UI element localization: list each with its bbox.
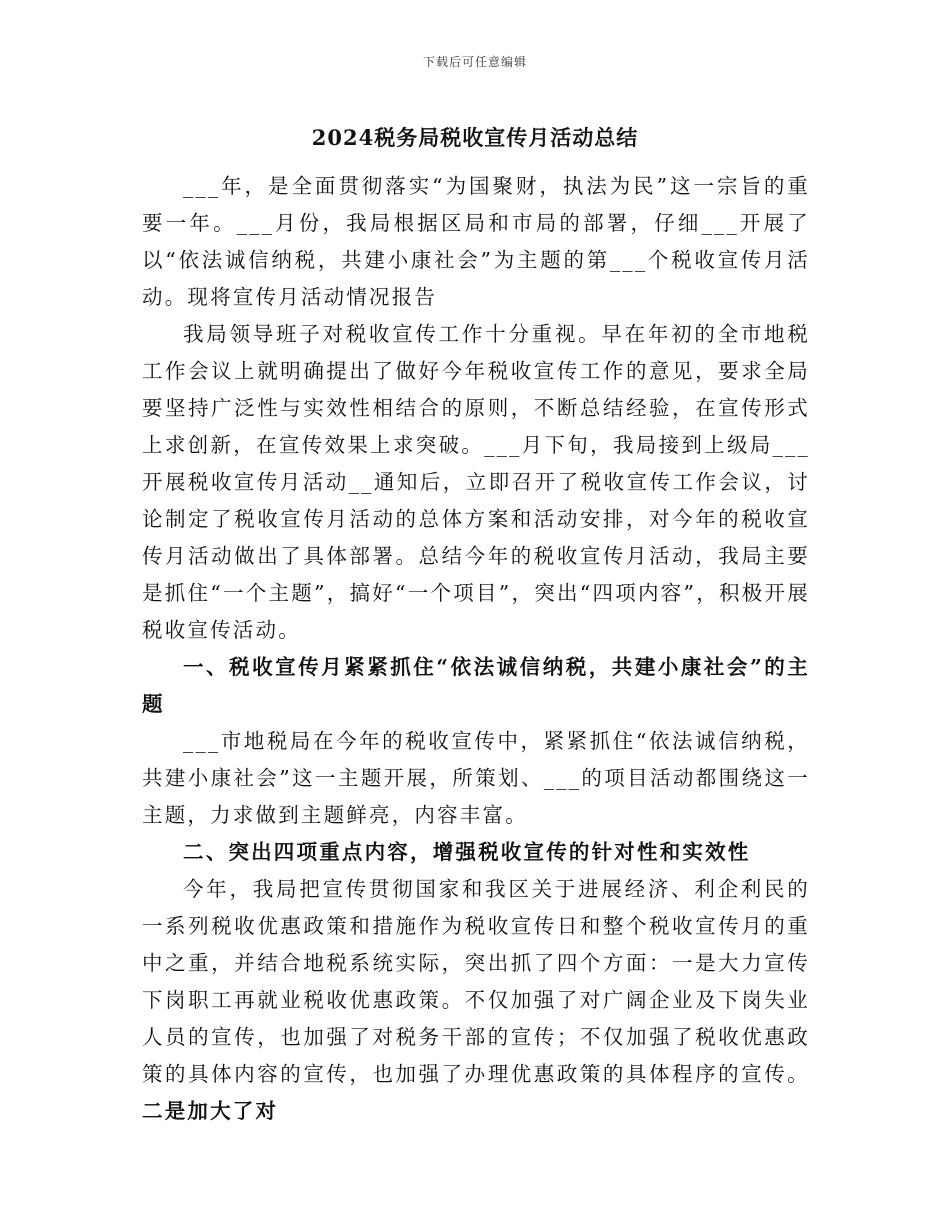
section-heading-1: 一、税收宣传月紧紧抓住“依法诚信纳税，共建小康社会”的主题 [142, 655, 810, 716]
paragraph-key-content-text: 今年，我局把宣传贯彻国家和我区关于进展经济、利企利民的一系列税收优惠政策和措施作为税收宣传日和整个税收宣传月的重中之重，并结合地税系统实际，突出抓了四个方面：一是大力宣传下岗职工再就业税收优惠政策。不仅加强了对广阔企业及下岗失业人员的宣传，也加强了对税务干部的宣传；不仅加强了税收优惠政策的具体内容的宣传，也加强了办理优惠政策的具体程序的宣传。 [142, 877, 810, 1086]
section-heading-2: 二、突出四项重点内容，增强税收宣传的针对性和实效性 [183, 840, 751, 864]
paragraph-intro: ___年，是全面贯彻落实“为国聚财，执法为民”这一宗旨的重要一年。___月份，我局根据区局和市局的部署，仔细___开展了以“依法诚信纳税，共建小康社会”为主题的第___个税收宣传月活动。现将宣传月活动情况报告 [142, 174, 810, 309]
paragraph-key-content-bold-tail: 二是加大了对 [142, 1099, 279, 1123]
paragraph-theme: ___市地税局在今年的税收宣传中，紧紧抓住“依法诚信纳税，共建小康社会”这一主题开展，所策划、___的项目活动都围绕这一主题，力求做到主题鲜亮，内容丰富。 [142, 729, 810, 827]
document-title: 2024税务局税收宣传月活动总结 [311, 125, 639, 150]
page-header-note: 下载后可任意编辑 [422, 55, 527, 69]
paragraph-leadership: 我局领导班子对税收宣传工作十分重视。早在年初的全市地税工作会议上就明确提出了做好今年税收宣传工作的意见，要求全局要坚持广泛性与实效性相结合的原则，不断总结经验，在宣传形式上求创新，在宣传效果上求突破。___月下旬，我局接到上级局___开展税收宣传月活动__通知后，立即召开了税收宣传工作会议，讨论制定了税收宣传月活动的总体方案和活动安排，对今年的税收宣传月活动做出了具体部署。总结今年的税收宣传月活动，我局主要是抓住“一个主题”，搞好“一个项目”，突出“四项内容”，积极开展税收宣传活动。 [142, 322, 810, 642]
paragraph-key-content [142, 871, 810, 1130]
document-body [142, 168, 810, 1130]
